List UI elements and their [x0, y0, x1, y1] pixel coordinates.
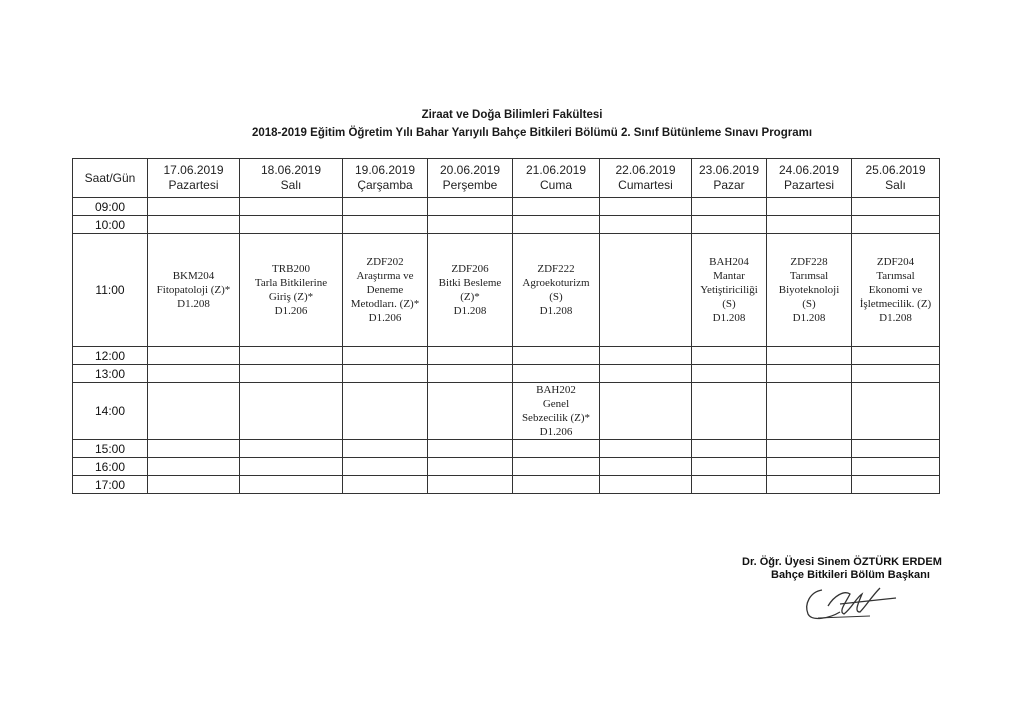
empty-cell	[600, 458, 692, 476]
empty-cell	[343, 458, 428, 476]
day-date: 18.06.2019	[260, 163, 322, 177]
time-row	[73, 234, 940, 347]
time-cell: 14:00	[73, 383, 148, 440]
empty-cell	[428, 216, 513, 234]
time-cell: 11:00	[73, 234, 148, 347]
exam-cell	[148, 234, 240, 347]
empty-cell	[148, 347, 240, 365]
empty-cell	[513, 476, 600, 494]
handwritten-signature-icon	[800, 582, 910, 624]
course-code: BAH202	[536, 384, 576, 396]
time-row	[73, 216, 940, 234]
empty-cell	[240, 216, 343, 234]
time-cell: 10:00	[73, 216, 148, 234]
empty-cell	[148, 365, 240, 383]
day-header	[767, 159, 852, 198]
empty-cell	[600, 198, 692, 216]
course-room: D1.208	[879, 312, 912, 324]
empty-cell	[428, 476, 513, 494]
empty-cell	[240, 476, 343, 494]
time-cell: 12:00	[73, 347, 148, 365]
empty-cell	[692, 476, 767, 494]
time-row	[73, 383, 940, 440]
empty-cell	[513, 216, 600, 234]
course-name: Agroekoturizm	[522, 277, 590, 289]
course-room: D1.206	[368, 312, 402, 324]
empty-cell	[513, 198, 600, 216]
day-weekday: Cuma	[539, 178, 572, 192]
course-name: Tarımsal	[789, 270, 829, 282]
empty-cell	[513, 365, 600, 383]
day-header	[240, 159, 343, 198]
empty-cell	[852, 476, 940, 494]
empty-cell	[513, 347, 600, 365]
day-weekday: Salı	[885, 178, 906, 192]
day-header	[148, 159, 240, 198]
day-header	[852, 159, 940, 198]
time-row	[73, 440, 940, 458]
empty-cell	[767, 458, 852, 476]
empty-cell	[767, 476, 852, 494]
empty-cell	[428, 458, 513, 476]
empty-cell	[692, 365, 767, 383]
day-weekday: Salı	[280, 178, 302, 192]
empty-cell	[343, 476, 428, 494]
course-name: (S)	[802, 298, 816, 310]
exam-cell	[240, 234, 343, 347]
course-code: BKM204	[172, 270, 215, 282]
course-name: Metodları. (Z)*	[350, 298, 420, 310]
course-name: Yetiştiriciliği	[700, 284, 758, 296]
time-row	[73, 198, 940, 216]
empty-cell	[767, 383, 852, 440]
time-row	[73, 347, 940, 365]
course-room: D1.208	[177, 298, 210, 310]
empty-cell	[148, 440, 240, 458]
course-name: Fitopatoloji (Z)*	[156, 284, 231, 296]
course-code: ZDF206	[451, 263, 489, 275]
empty-cell	[428, 347, 513, 365]
course-name: (S)	[722, 298, 736, 310]
exam-schedule-table	[72, 158, 940, 494]
faculty-title: Ziraat ve Doğa Bilimleri Fakültesi	[421, 109, 603, 121]
empty-cell	[148, 383, 240, 440]
course-name: Araştırma ve	[356, 270, 414, 282]
empty-cell	[428, 383, 513, 440]
day-header	[513, 159, 600, 198]
empty-cell	[343, 383, 428, 440]
empty-cell	[692, 347, 767, 365]
day-header	[343, 159, 428, 198]
time-cell: 15:00	[73, 440, 148, 458]
empty-cell	[148, 216, 240, 234]
empty-cell	[852, 216, 940, 234]
day-date: 21.06.2019	[525, 163, 587, 177]
empty-cell	[692, 383, 767, 440]
course-name: Ekonomi ve	[868, 284, 923, 296]
empty-cell	[343, 365, 428, 383]
day-header	[692, 159, 767, 198]
time-cell: 17:00	[73, 476, 148, 494]
day-weekday: Pazartesi	[168, 178, 219, 192]
empty-cell	[148, 458, 240, 476]
day-date: 20.06.2019	[439, 163, 501, 177]
empty-cell	[692, 216, 767, 234]
corner-label: Saat/Gün	[73, 159, 148, 198]
empty-cell	[692, 458, 767, 476]
day-date: 22.06.2019	[615, 163, 676, 177]
empty-cell	[240, 383, 343, 440]
course-room: D1.208	[453, 305, 487, 317]
course-name: İşletmecilik. (Z)	[859, 298, 932, 310]
empty-cell	[852, 365, 940, 383]
course-name: Biyoteknoloji	[778, 284, 840, 296]
empty-cell	[343, 347, 428, 365]
course-name: (S)	[549, 291, 563, 303]
course-name: Giriş (Z)*	[268, 291, 314, 303]
course-name: (Z)*	[460, 291, 480, 303]
empty-cell	[852, 458, 940, 476]
course-code: ZDF222	[537, 263, 575, 275]
day-header	[600, 159, 692, 198]
empty-cell	[692, 440, 767, 458]
day-weekday: Perşembe	[442, 178, 498, 192]
empty-cell	[428, 198, 513, 216]
empty-cell	[600, 234, 692, 347]
empty-cell	[343, 216, 428, 234]
exam-cell	[513, 234, 600, 347]
time-row	[73, 476, 940, 494]
empty-cell	[428, 440, 513, 458]
empty-cell	[600, 476, 692, 494]
exam-cell	[428, 234, 513, 347]
exam-cell	[852, 234, 940, 347]
course-name: Tarla Bitkilerine	[254, 277, 328, 289]
empty-cell	[767, 365, 852, 383]
course-name: Bitki Besleme	[438, 277, 502, 289]
empty-cell	[600, 440, 692, 458]
empty-cell	[852, 347, 940, 365]
empty-cell	[343, 198, 428, 216]
empty-cell	[148, 476, 240, 494]
empty-cell	[767, 198, 852, 216]
empty-cell	[148, 198, 240, 216]
exam-cell	[343, 234, 428, 347]
empty-cell	[767, 347, 852, 365]
day-date: 17.06.2019	[163, 163, 224, 177]
empty-cell	[852, 440, 940, 458]
day-date: 25.06.2019	[865, 163, 926, 177]
day-weekday: Pazar	[713, 178, 745, 192]
empty-cell	[600, 383, 692, 440]
empty-cell	[240, 440, 343, 458]
course-room: D1.206	[274, 305, 308, 317]
signatory-role: Bahçe Bitkileri Bölüm Başkanı	[771, 569, 930, 581]
time-row	[73, 458, 940, 476]
empty-cell	[600, 347, 692, 365]
course-room: D1.208	[712, 312, 746, 324]
empty-cell	[428, 365, 513, 383]
empty-cell	[852, 383, 940, 440]
signatory-name: Dr. Öğr. Üyesi Sinem ÖZTÜRK ERDEM	[742, 556, 942, 568]
course-name: Sebzecilik (Z)*	[521, 412, 591, 424]
course-name: Tarımsal	[876, 270, 915, 282]
day-header	[428, 159, 513, 198]
exam-cell	[692, 234, 767, 347]
time-row	[73, 365, 940, 383]
course-name: Genel	[542, 398, 570, 410]
day-weekday: Cumartesi	[618, 178, 673, 192]
empty-cell	[600, 365, 692, 383]
course-code: ZDF204	[876, 256, 915, 268]
course-code: ZDF202	[366, 256, 404, 268]
empty-cell	[240, 198, 343, 216]
course-room: D1.206	[539, 426, 573, 438]
day-weekday: Çarşamba	[357, 178, 413, 192]
course-name: Mantar	[713, 270, 745, 282]
course-code: ZDF228	[790, 256, 828, 268]
day-date: 24.06.2019	[778, 163, 840, 177]
course-room: D1.208	[792, 312, 826, 324]
header-row	[73, 159, 940, 198]
exam-cell	[767, 234, 852, 347]
empty-cell	[240, 365, 343, 383]
empty-cell	[240, 458, 343, 476]
empty-cell	[513, 440, 600, 458]
time-cell: 16:00	[73, 458, 148, 476]
day-date: 19.06.2019	[354, 163, 416, 177]
empty-cell	[692, 198, 767, 216]
empty-cell	[852, 198, 940, 216]
course-name: Deneme	[366, 284, 404, 296]
empty-cell	[513, 458, 600, 476]
day-weekday: Pazartesi	[783, 178, 835, 192]
day-date: 23.06.2019	[698, 163, 760, 177]
program-title: 2018-2019 Eğitim Öğretim Yılı Bahar Yarıyılı Bahçe Bitkileri Bölümü 2. Sınıf Bütünleme Sınavı Programı	[251, 127, 813, 139]
empty-cell	[343, 440, 428, 458]
exam-cell	[513, 383, 600, 440]
course-code: BAH204	[709, 256, 749, 268]
empty-cell	[767, 216, 852, 234]
empty-cell	[600, 216, 692, 234]
course-code: TRB200	[272, 263, 310, 275]
empty-cell	[240, 347, 343, 365]
course-room: D1.208	[539, 305, 573, 317]
time-cell: 13:00	[73, 365, 148, 383]
time-cell: 09:00	[73, 198, 148, 216]
empty-cell	[767, 440, 852, 458]
